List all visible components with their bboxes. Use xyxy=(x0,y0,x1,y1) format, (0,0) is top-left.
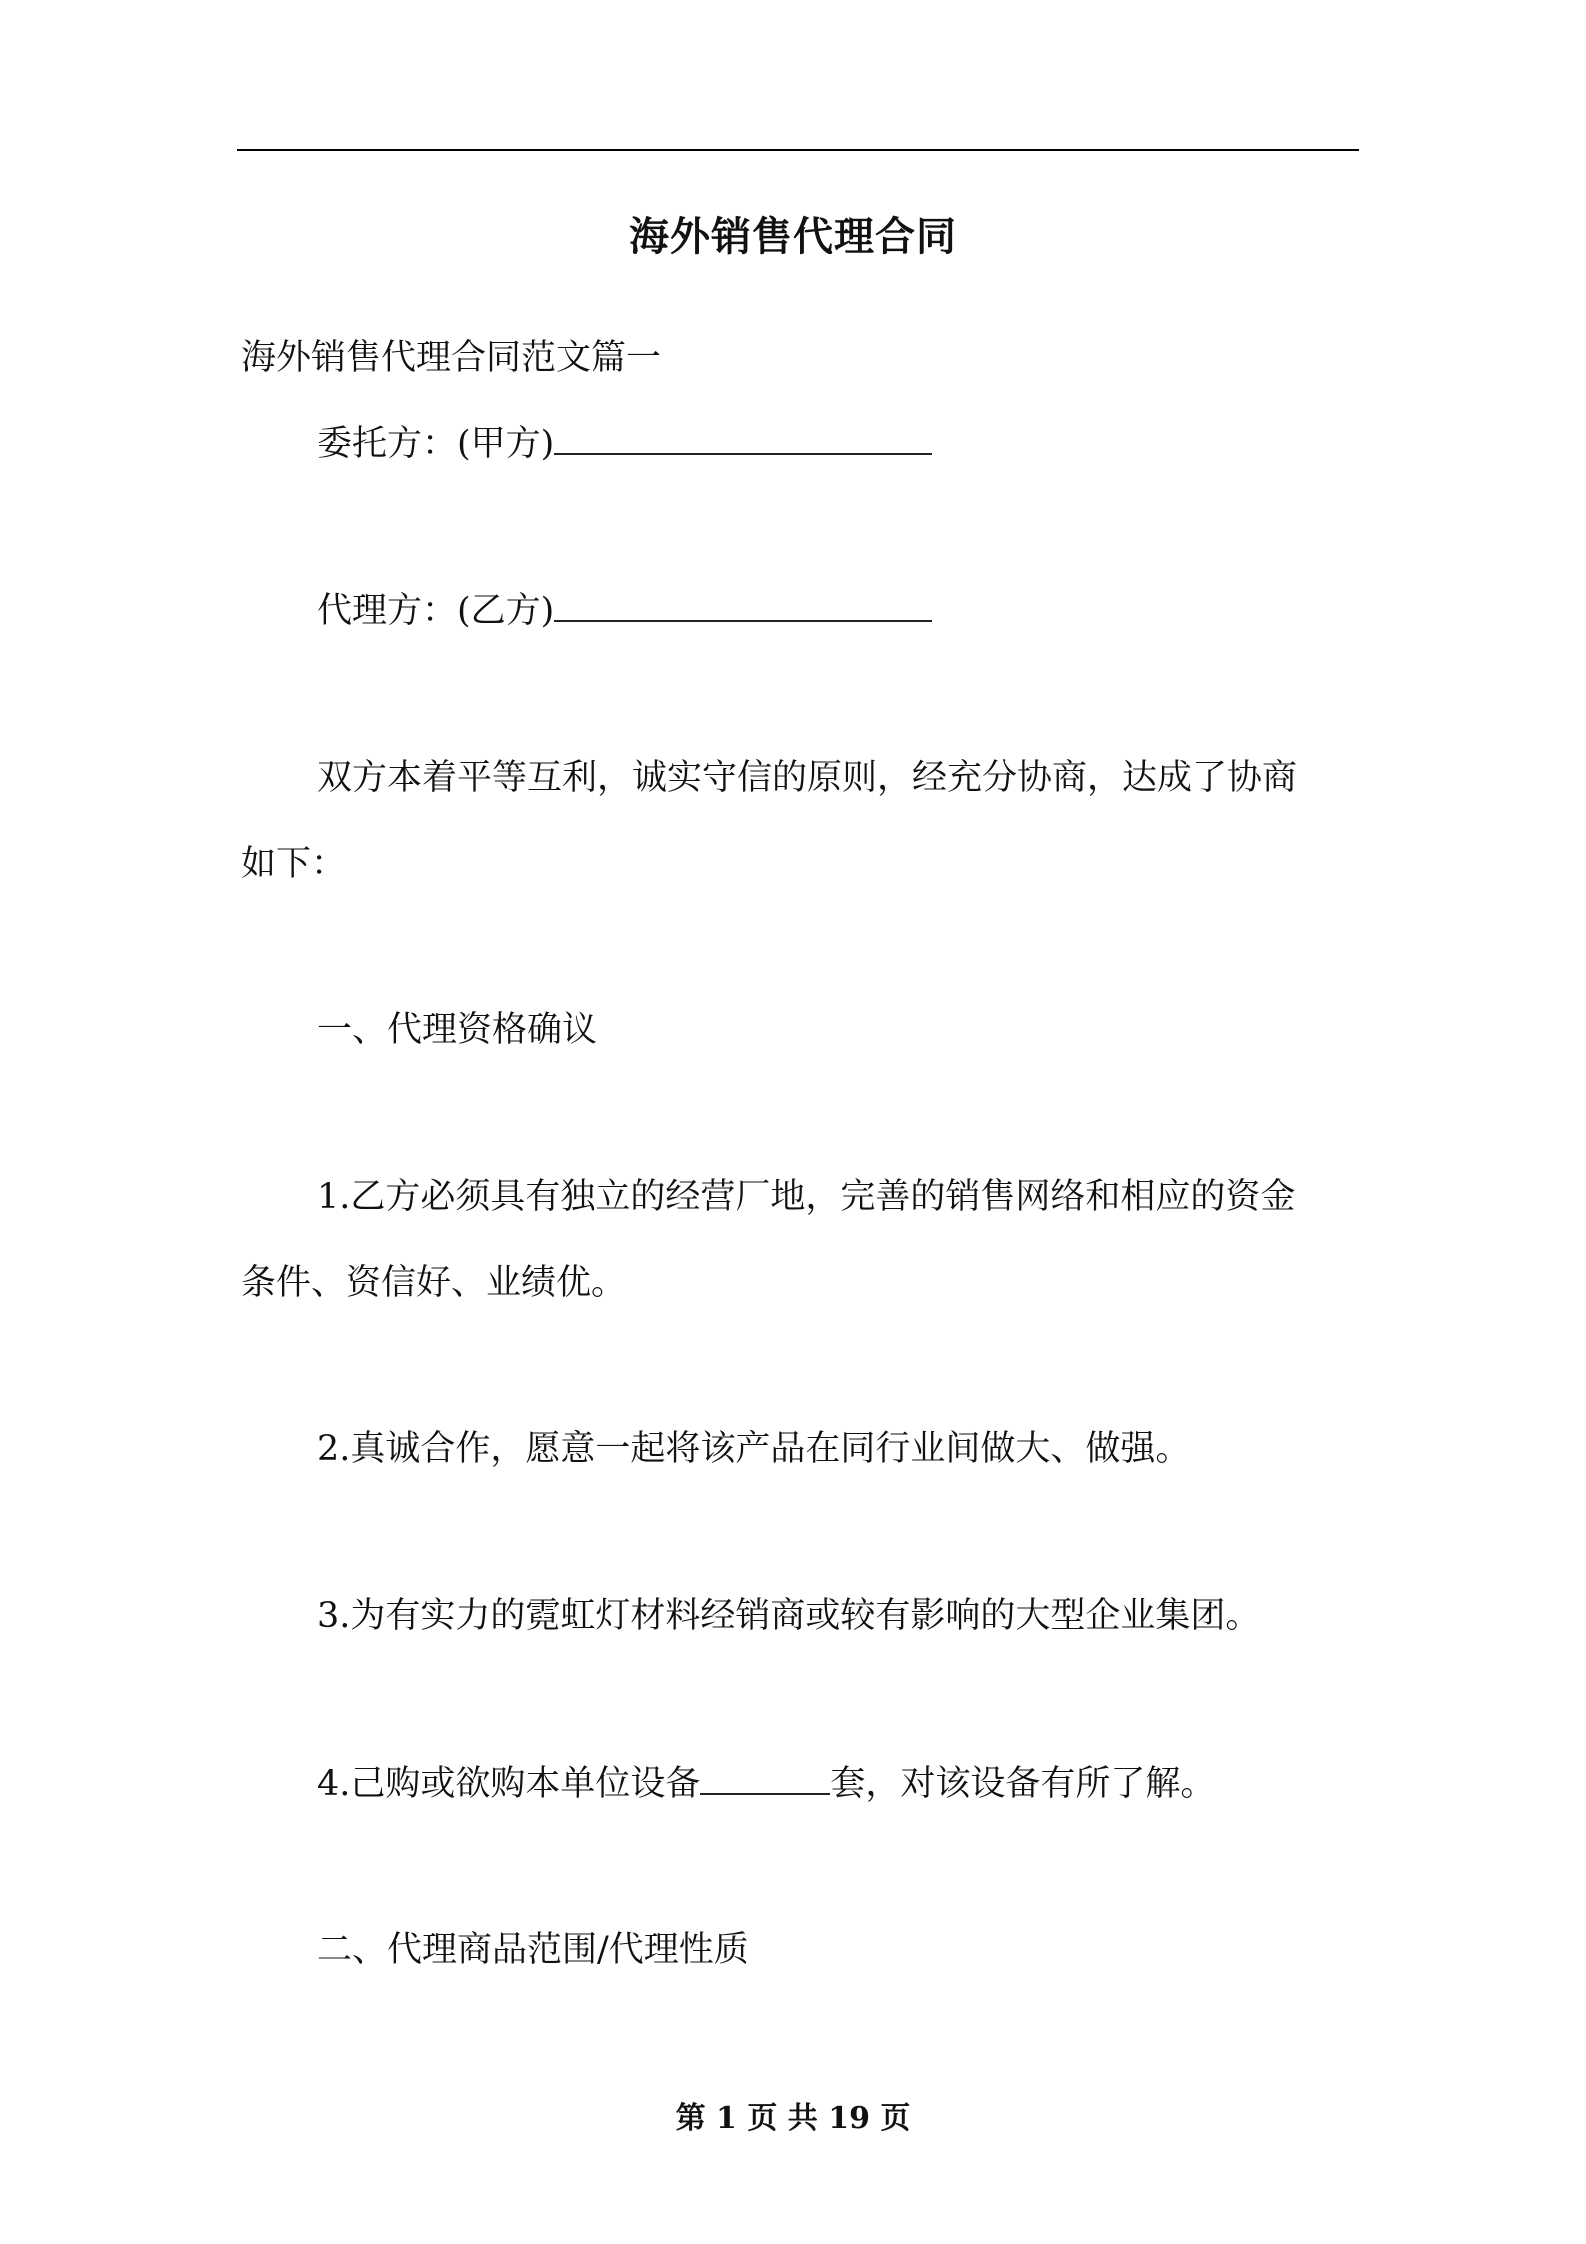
party-b-label: 代理方：(乙方) xyxy=(317,591,555,631)
party-a-line xyxy=(317,422,932,466)
document-title: 海外销售代理合同 xyxy=(629,213,957,260)
item-1-line-1: 1.乙方必须具有独立的经营厂地，完善的销售网络和相应的资金 xyxy=(317,1177,1296,1217)
item-3: 3.为有实力的霓虹灯材料经销商或较有影响的大型企业集团。 xyxy=(317,1596,1261,1636)
party-b-blank xyxy=(554,590,932,622)
party-a-label: 委托方：(甲方) xyxy=(317,424,555,464)
intro-line-1: 双方本着平等互利，诚实守信的原则，经充分协商，达成了协商 xyxy=(317,758,1298,798)
item-1-line-2: 条件、资信好、业绩优。 xyxy=(241,1263,627,1303)
document-subtitle: 海外销售代理合同范文篇一 xyxy=(241,338,662,378)
item-4-quantity-blank xyxy=(700,1763,830,1795)
section-2-heading: 二、代理商品范围/代理性质 xyxy=(317,1930,749,1970)
section-1-heading: 一、代理资格确议 xyxy=(317,1010,598,1050)
item-4-text-after: 套，对该设备有所了解。 xyxy=(830,1764,1216,1804)
intro-line-2: 如下： xyxy=(241,844,347,884)
party-a-blank xyxy=(554,423,932,455)
header-rule xyxy=(237,149,1359,151)
item-2: 2.真诚合作，愿意一起将该产品在同行业间做大、做强。 xyxy=(317,1429,1191,1469)
item-4-line xyxy=(317,1762,1215,1806)
item-4-text-before: 4.己购或欲购本单位设备 xyxy=(317,1764,701,1804)
party-b-line xyxy=(317,589,932,633)
page-indicator: 第 1 页 共 19 页 xyxy=(675,2101,911,2136)
